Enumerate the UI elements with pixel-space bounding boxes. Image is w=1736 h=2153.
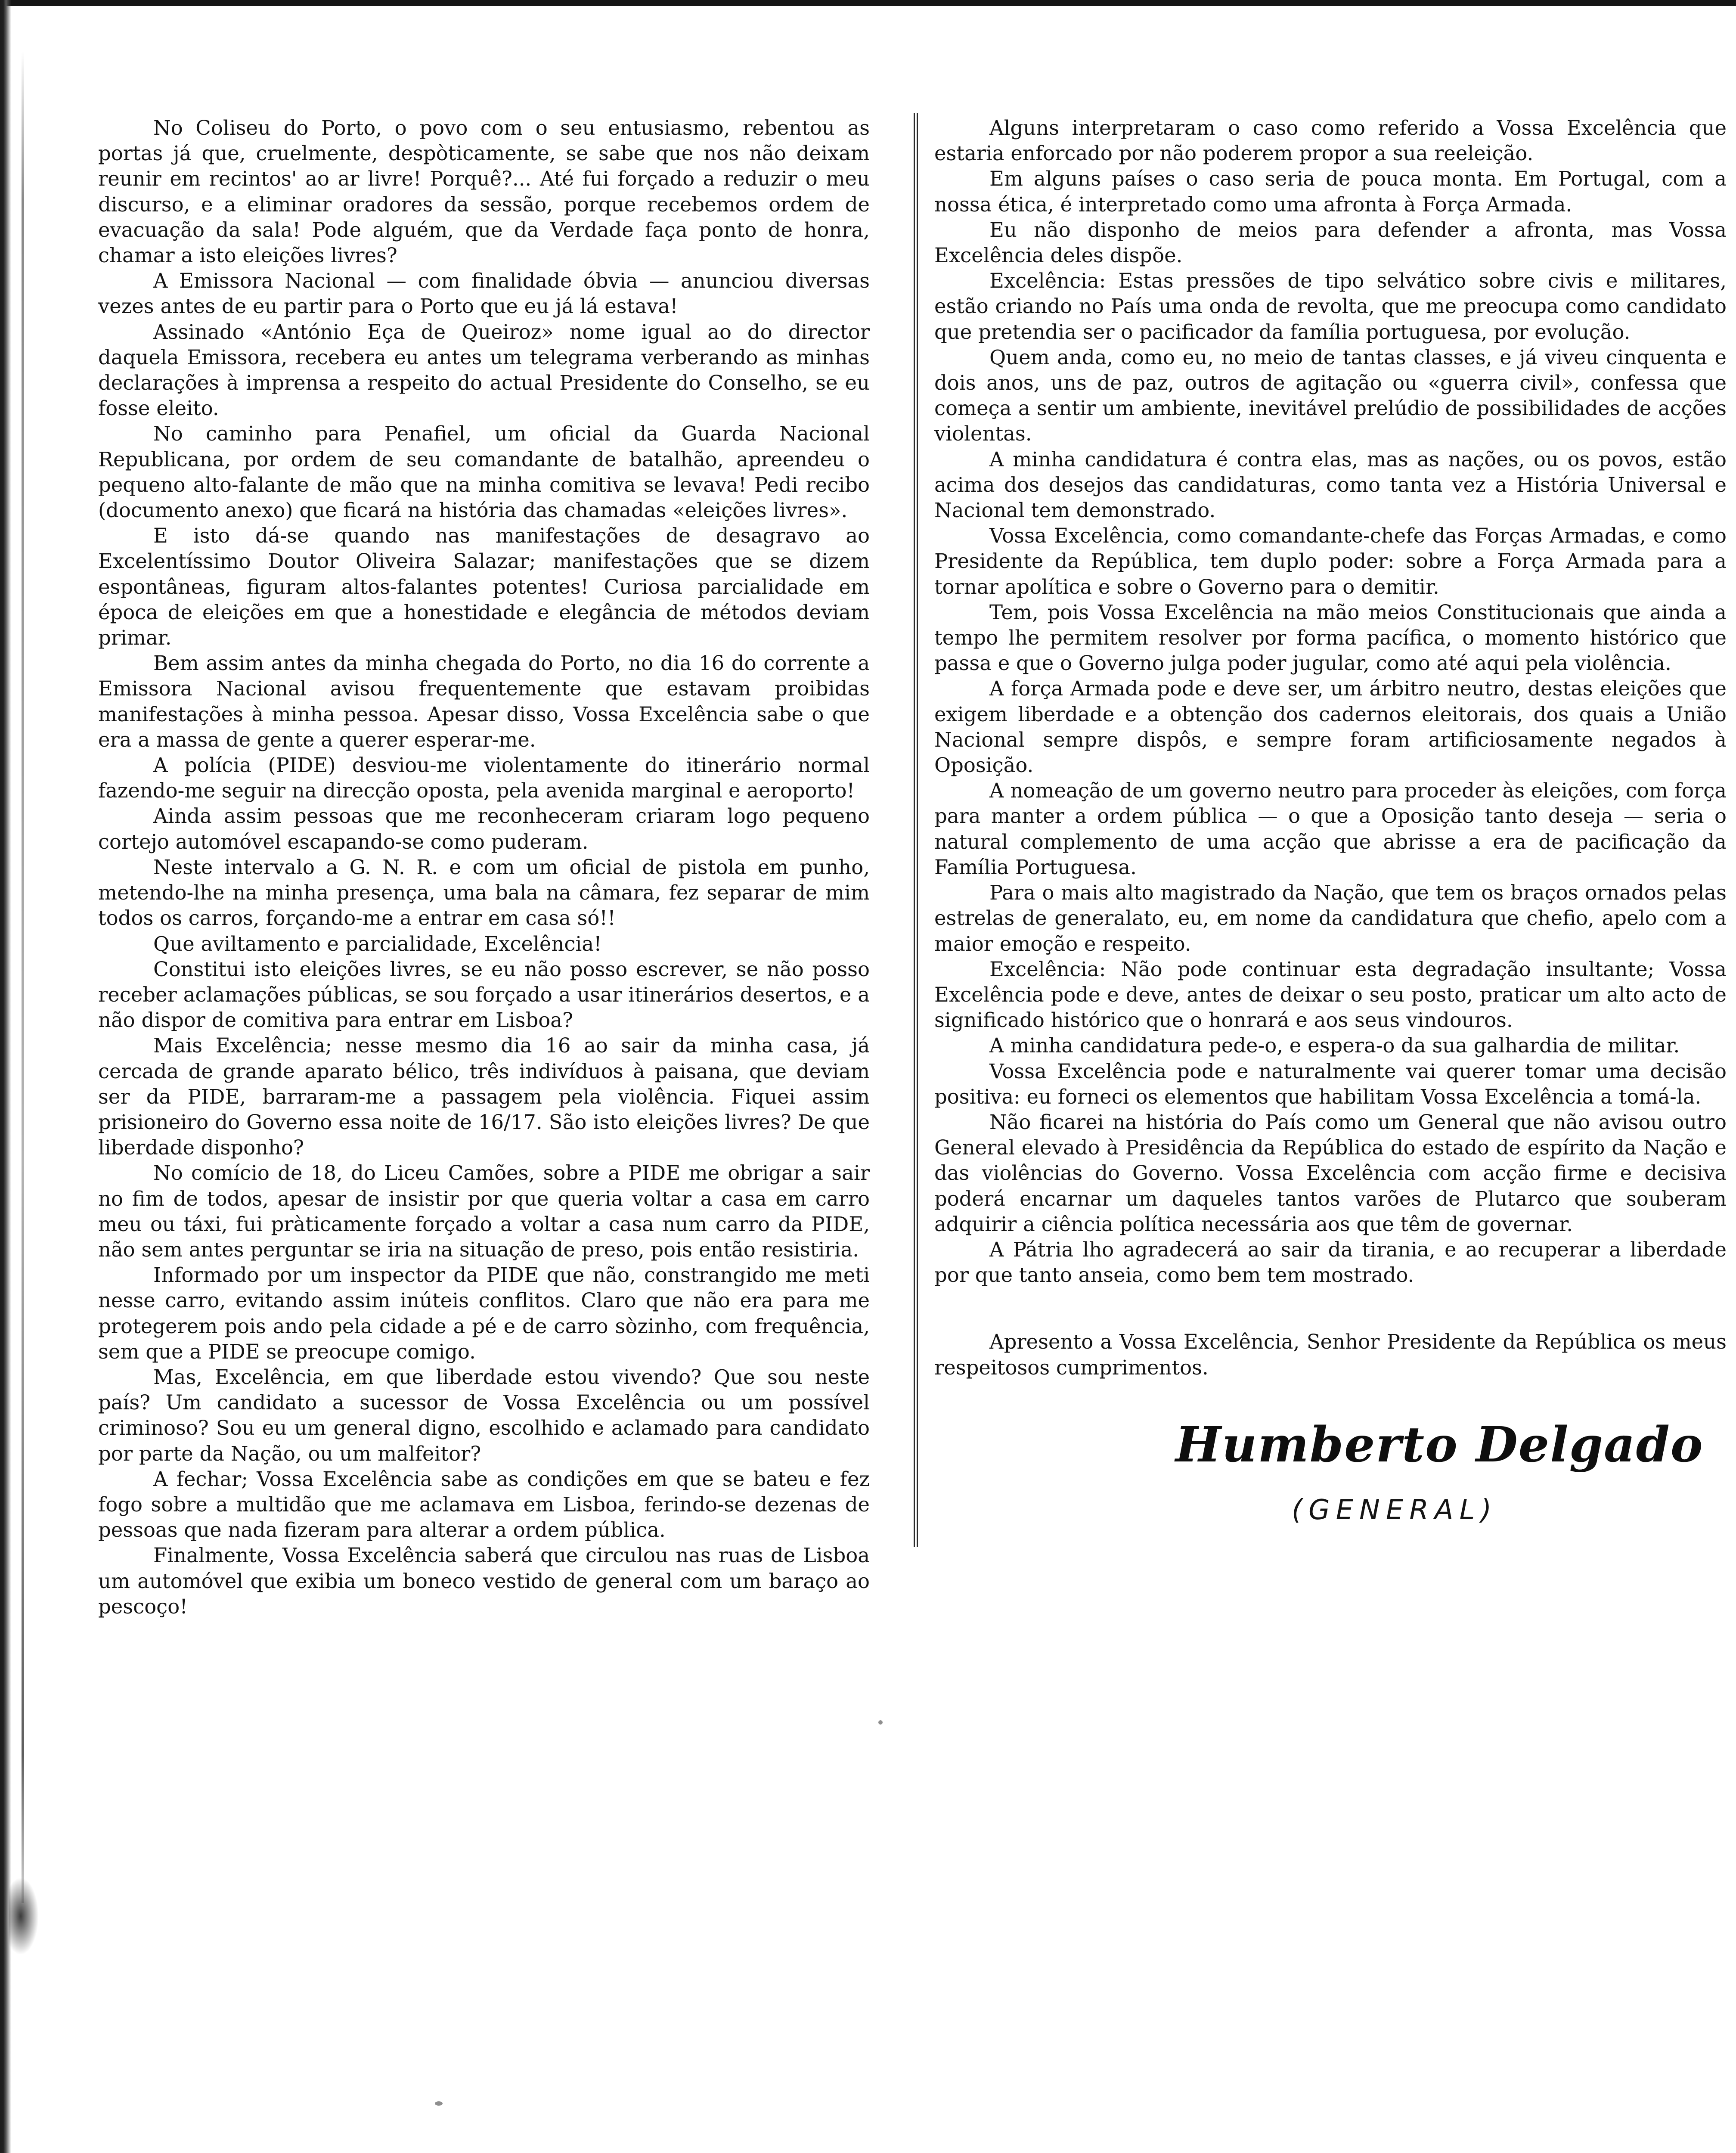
paragraph: A minha candidatura pede-o, e espera-o da sua galhardia de militar. [989,1034,1680,1058]
scan-speck [878,1720,883,1725]
paragraph: Finalmente, Vossa Excelência saberá que circulou nas ruas de Lisboa um automóvel que exibia um boneco vestido de general com um baraço ao pescoço! [98,1544,870,1618]
paragraph: No caminho para Penafiel, um oficial da Guarda Nacional Republicana, por ordem de seu comandante de batalhão, apreendeu o pequeno alto-falante de mão que na minha comitiva se levava! Pedi recibo (documento anexo) que ficará na história das chamadas «eleições livres». [98,422,870,522]
scan-speck [435,2101,443,2106]
paragraph: Em alguns países o caso seria de pouca monta. Em Portugal, com a nossa ética, é interpretado como uma afronta à Força Armada. [934,167,1727,216]
paragraph: Mais Excelência; nesse mesmo dia 16 ao sair da minha casa, já cercada de grande aparato bélico, três indivíduos à paisana, que deviam ser da PIDE, barraram-me a passagem pela violência. Fiquei assim prisioneiro do Governo essa noite de 16/17. São isto eleições livres? De que liberdade disponho? [98,1034,870,1160]
right-column [934,115,1727,1381]
top-border [0,0,1736,6]
scan-margin-rule [22,52,24,1903]
paragraph: Excelência: Não pode continuar esta degradação insultante; Vossa Excelência pode e deve, antes de deixar o seu posto, praticar um alto acto de significado histórico que o honrará e aos seus vindouros. [934,957,1727,1032]
paragraph: Mas, Excelência, em que liberdade estou vivendo? Que sou neste país? Um candidato a sucessor de Vossa Excelência ou um possível criminoso? Sou eu um general digno, escolhido e aclamado para candidato por parte da Nação, ou um malfeitor? [98,1365,870,1465]
left-column [98,115,870,1619]
paragraph: Vossa Excelência pode e naturalmente vai querer tomar uma decisão positiva: eu forneci os elementos que habilitam Vossa Excelência a tomá-la. [934,1059,1727,1108]
paragraph: Informado por um inspector da PIDE que não, constrangido me meti nesse carro, evitando assim inúteis conflitos. Claro que não era para me protegerem pois ando pela cidade a pé e de carro sòzinho, com frequência, sem que a PIDE se preocupe comigo. [98,1263,870,1363]
scan-ink-blot [9,1877,39,1955]
signature-name: Humberto Delgado [1175,1417,1704,1473]
paragraph: A força Armada pode e deve ser, um árbitro neutro, destas eleições que exigem liberdade e a obtenção dos cadernos eleitorais, dos quais a União Nacional sempre dispôs, e sempre foram artificiosamente negados à Oposição. [934,677,1727,777]
paragraph: Bem assim antes da minha chegada do Porto, no dia 16 do corrente a Emissora Nacional avisou frequentemente que estavam proibidas manifestações à minha pessoa. Apesar disso, Vossa Excelência sabe o que era a massa de gente a querer esperar-me. [98,651,870,751]
paragraph: No comício de 18, do Liceu Camões, sobre a PIDE me obrigar a sair no fim de todos, apesar de insistir por que queria voltar a casa em carro meu ou táxi, fui pràticamente forçado a voltar a casa num carro da PIDE, não sem antes perguntar se iria na situação de preso, pois então resistiria. [98,1161,870,1261]
paragraph: A minha candidatura é contra elas, mas as nações, ou os povos, estão acima dos desejos das candidaturas, como tanta vez a História Universal e Nacional tem demonstrado. [934,447,1727,522]
column-divider [914,113,918,1547]
paragraph: E isto dá-se quando nas manifestações de desagravo ao Excelentíssimo Doutor Oliveira Salazar; manifestações que se dizem espontâneas, figuram altos-falantes potentes! Curiosa parcialidade em época de eleições em que a honestidade e elegância de métodos deviam primar. [98,524,870,650]
paragraph: Não ficarei na história do País como um General que não avisou outro General elevado à Presidência da República do estado de espírito da Nação e das violências do Governo. Vossa Excelência com acção firme e decisiva poderá encarnar um daqueles tantos varões de Plutarco que souberam adquirir a ciência política necessária aos que têm de governar. [934,1110,1727,1236]
paragraph: No Coliseu do Porto, o povo com o seu entusiasmo, rebentou as portas já que, cruelmente, despòticamente, se sabe que nos não deixam reunir em recintos' ao ar livre! Porquê?... Até fui forçado a reduzir o meu discurso, e a eliminar oradores da sessão, porque recebemos ordem de evacuação da sala! Pode alguém, que da Verdade faça ponto de honra, chamar a isto eleições livres? [98,116,870,267]
paragraph: A fechar; Vossa Excelência sabe as condições em que se bateu e fez fogo sobre a multidão que me aclamava em Lisboa, ferindo-se dezenas de pessoas que nada fizeram para alterar a ordem pública. [98,1467,870,1542]
closing-salutation: Apresento a Vossa Excelência, Senhor Presidente da República os meus respeitosos cumprimentos. [934,1330,1727,1379]
paragraph: A Pátria lho agradecerá ao sair da tirania, e ao recuperar a liberdade por que tanto anseia, como bem tem mostrado. [934,1238,1727,1287]
paragraph: Constitui isto eleições livres, se eu não posso escrever, se não posso receber aclamações públicas, se sou forçado a usar itinerários desertos, e a não dispor de comitiva para entrar em Lisboa? [98,957,870,1032]
paragraph: Eu não disponho de meios para defender a afronta, mas Vossa Excelência deles dispõe. [934,218,1727,267]
signature-rank: (GENERAL) [1292,1494,1498,1526]
paragraph: Alguns interpretaram o caso como referido a Vossa Excelência que estaria enforcado por não poderem propor a sua reeleição. [934,116,1727,165]
paragraph: Neste intervalo a G. N. R. e com um oficial de pistola em punho, metendo-lhe na minha presença, uma bala na câmara, fez separar de mim todos os carros, forçando-me a entrar em casa só!! [98,855,870,930]
paragraph: Tem, pois Vossa Excelência na mão meios Constitucionais que ainda a tempo lhe permitem resolver por forma pacífica, o momento histórico que passa e que o Governo julga poder jugular, como até aqui pela violência. [934,600,1727,675]
paragraph: A nomeação de um governo neutro para proceder às eleições, com força para manter a ordem pública — o que a Oposição tanto deseja — seria o natural complemento de uma acção que abrisse a era de pacificação da Família Portuguesa. [934,779,1727,879]
paragraph: Assinado «António Eça de Queiroz» nome igual ao do director daquela Emissora, recebera eu antes um telegrama verberando as minhas declarações à imprensa a respeito do actual Presidente do Conselho, se eu fosse eleito. [98,320,870,420]
paragraph: Quem anda, como eu, no meio de tantas classes, e já viveu cinquenta e dois anos, uns de paz, outros de agitação ou «guerra civil», confessa que começa a sentir um ambiente, inevitável prelúdio de possibilidades de acções violentas. [934,345,1727,446]
paragraph: Ainda assim pessoas que me reconheceram criaram logo pequeno cortejo automóvel escapando-se como puderam. [98,804,870,853]
paragraph: Para o mais alto magistrado da Nação, que tem os braços ornados pelas estrelas de generalato, eu, em nome da candidatura que chefio, apelo com a maior emoção e respeito. [934,881,1727,956]
paragraph: Que aviltamento e parcialidade, Excelência! [153,932,602,956]
paragraph: A polícia (PIDE) desviou-me violentamente do itinerário normal fazendo-me seguir na direcção oposta, pela avenida marginal e aeroporto! [98,754,870,803]
paragraph: Vossa Excelência, como comandante-chefe das Forças Armadas, e como Presidente da República, tem duplo poder: sobre a Força Armada para a tornar apolítica e sobre o Governo para o demitir. [934,524,1727,599]
paragraph: Excelência: Estas pressões de tipo selvático sobre civis e militares, estão criando no País uma onda de revolta, que me preocupa como candidato que pretendia ser o pacificador da família portuguesa, por evolução. [934,269,1727,344]
scan-left-edge [0,0,11,2153]
paragraph: A Emissora Nacional — com finalidade óbvia — anunciou diversas vezes antes de eu partir para o Porto que eu já lá estava! [98,269,870,318]
